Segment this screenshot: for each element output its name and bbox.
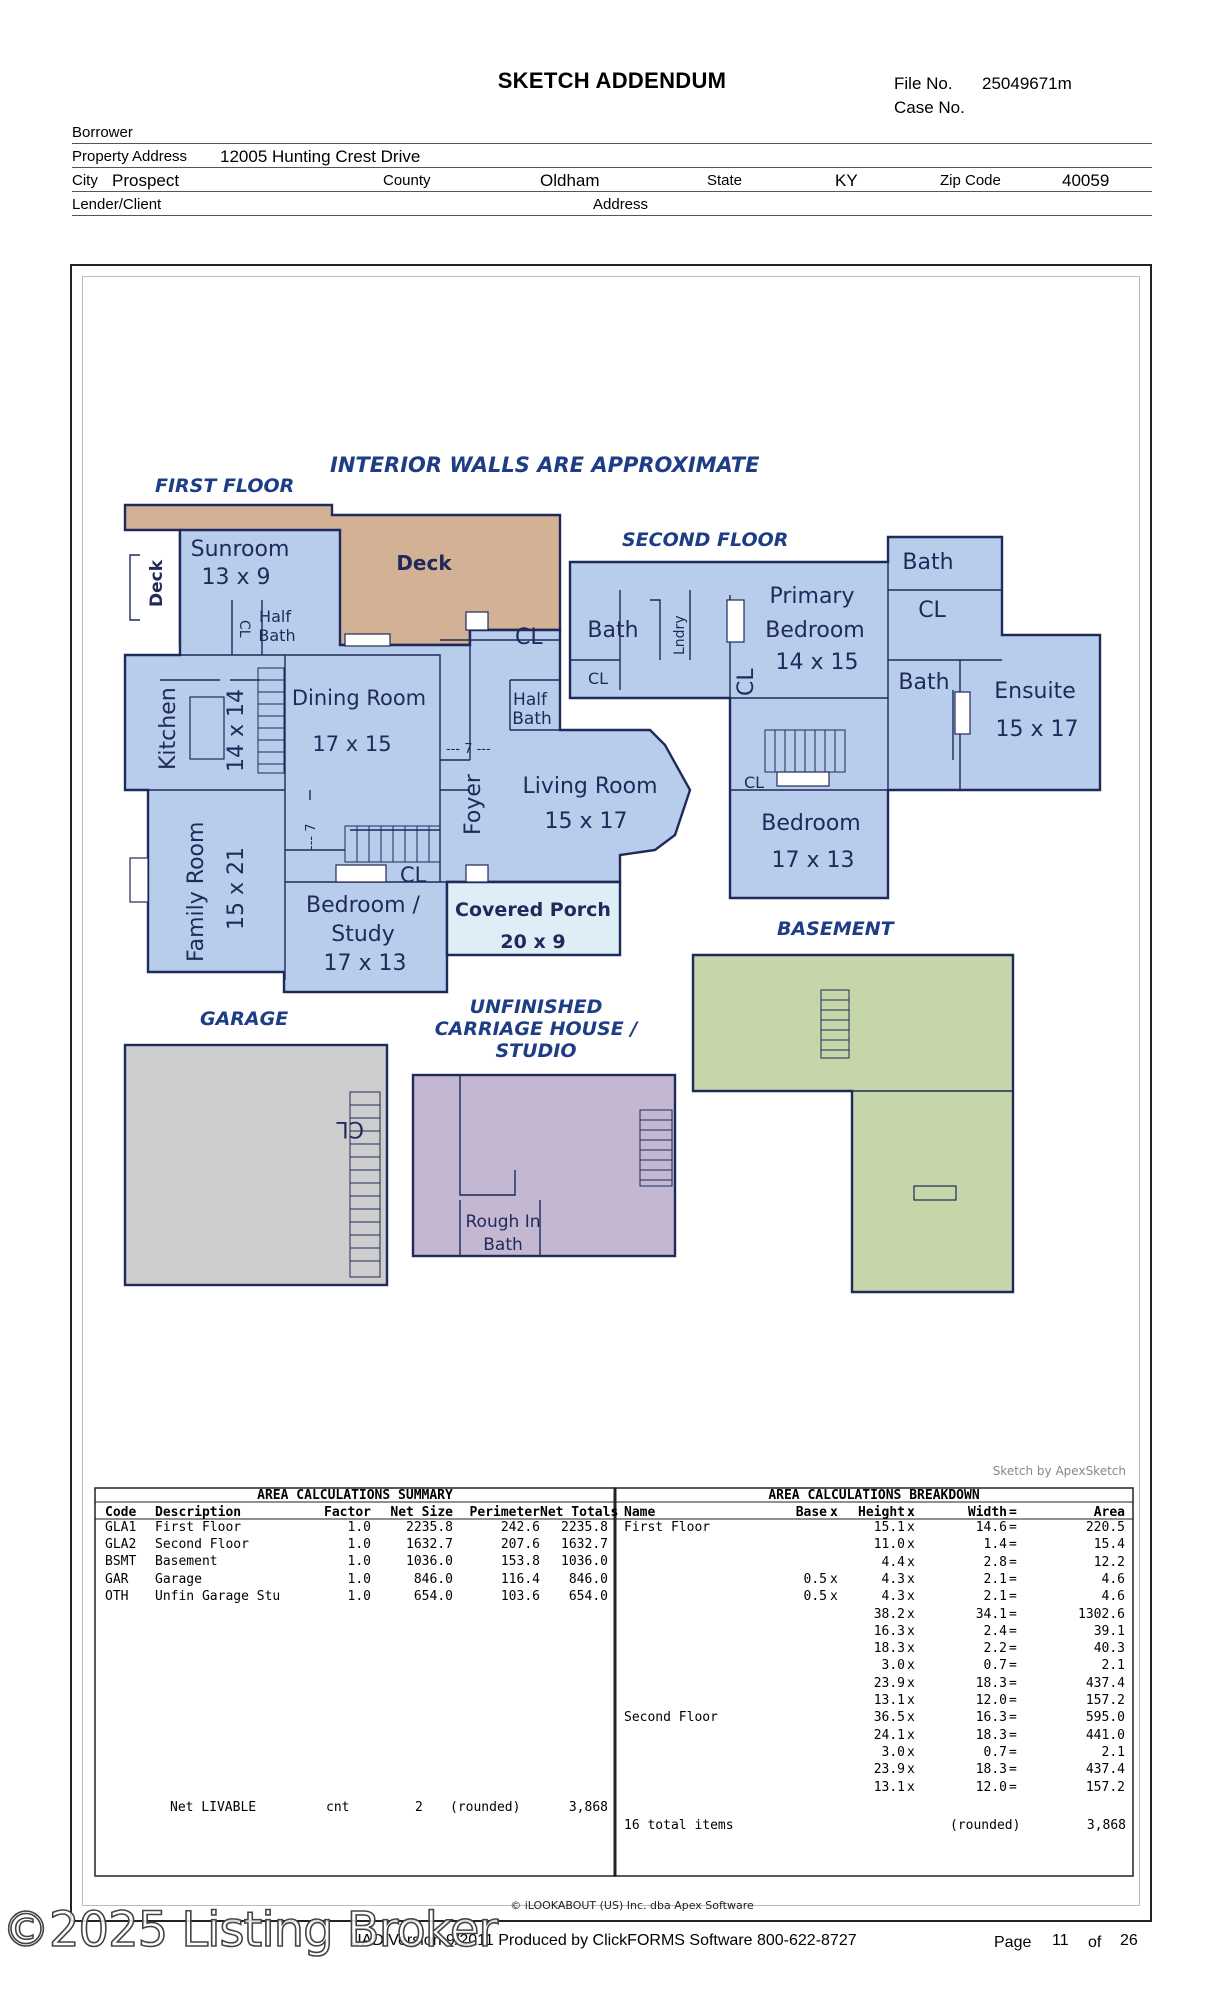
- breakdown-cell: 4.6: [1101, 1571, 1125, 1587]
- primary-label-b: Bedroom: [765, 618, 865, 643]
- primary-label-a: Primary: [769, 584, 855, 609]
- net-livable-cnt: 2: [415, 1800, 423, 1815]
- breakdown-cell: 18.3: [975, 1727, 1007, 1743]
- summary-cell: 116.4: [500, 1571, 540, 1587]
- state-label: State: [707, 172, 743, 189]
- sketch-credit: Sketch by ApexSketch: [992, 1464, 1126, 1478]
- breakdown-cell: =: [1009, 1710, 1017, 1726]
- breakdown-cell: 40.3: [1093, 1641, 1125, 1657]
- summary-cell: GAR: [105, 1571, 129, 1587]
- breakdown-cell: x: [907, 1693, 915, 1708]
- summary-cell: 2235.8: [561, 1520, 608, 1535]
- breakdown-header-cell: Area: [1093, 1505, 1125, 1520]
- summary-cell: 1.0: [347, 1520, 371, 1535]
- breakdown-cell: 3.0: [881, 1658, 905, 1674]
- carriage-title-2: CARRIAGE HOUSE /: [434, 1018, 638, 1040]
- summary-cell: 654.0: [568, 1588, 608, 1604]
- summary-cell: 1632.7: [561, 1537, 608, 1553]
- living-dim: 15 x 17: [544, 809, 628, 834]
- breakdown-cell: 12.0: [975, 1693, 1007, 1708]
- file-no-label: File No.: [894, 74, 953, 93]
- deck-label: Deck: [396, 551, 452, 575]
- breakdown-cell: =: [1009, 1693, 1017, 1708]
- carriage-house-area: [413, 1075, 675, 1256]
- breakdown-cell: 220.5: [1085, 1520, 1125, 1535]
- breakdown-total-label: 16 total items: [624, 1818, 734, 1833]
- ensuite-label: Ensuite: [994, 679, 1076, 704]
- summary-cell: Basement: [155, 1554, 218, 1570]
- breakdown-header-cell: Height: [858, 1505, 905, 1520]
- fireplace-bedroom: [777, 772, 829, 786]
- summary-cell: OTH: [105, 1588, 129, 1604]
- summary-cell: 242.6: [500, 1520, 540, 1535]
- property-address-label: Property Address: [72, 148, 188, 165]
- breakdown-cell: 2.1: [983, 1589, 1007, 1605]
- state-value: KY: [835, 171, 858, 190]
- closet-s2-label: CL: [734, 668, 759, 696]
- breakdown-title: AREA CALCULATIONS BREAKDOWN: [768, 1488, 980, 1503]
- bedroom-label: Bedroom: [761, 811, 861, 836]
- summary-header-cell: Description: [155, 1505, 242, 1520]
- carriage-title-1: UNFINISHED: [469, 996, 603, 1018]
- footer-page-label: Page: [994, 1934, 1032, 1951]
- deck-small-label: Deck: [147, 559, 167, 607]
- breakdown-cell: 0.7: [983, 1744, 1007, 1760]
- closet-s1-label: CL: [588, 669, 609, 688]
- footer-produced: UAD Version 9/2011 Produced by ClickFORMS Software 800-622-8727: [350, 1932, 857, 1949]
- county-value: Oldham: [540, 171, 600, 190]
- footer-of-label: of: [1088, 1934, 1102, 1951]
- summary-cell: 1632.7: [406, 1537, 453, 1553]
- breakdown-cell: x: [907, 1744, 915, 1760]
- breakdown-cell: =: [1009, 1744, 1017, 1760]
- first-floor-title: FIRST FLOOR: [155, 475, 295, 497]
- breakdown-header-cell: Width: [967, 1505, 1007, 1520]
- breakdown-cell: =: [1009, 1623, 1017, 1639]
- breakdown-cell: 12.0: [975, 1779, 1007, 1795]
- summary-cell: BSMT: [105, 1554, 137, 1570]
- breakdown-cell: x: [907, 1589, 915, 1605]
- sunroom-dim: 13 x 9: [201, 565, 271, 590]
- breakdown-cell: x: [907, 1606, 915, 1622]
- breakdown-cell: 36.5: [873, 1710, 905, 1726]
- breakdown-cell: 595.0: [1085, 1710, 1125, 1726]
- breakdown-cell: x: [907, 1554, 915, 1570]
- primary-dim: 14 x 15: [775, 650, 859, 675]
- breakdown-cell: 0.7: [983, 1658, 1007, 1674]
- city-value: Prospect: [112, 171, 180, 190]
- dining-dim: 17 x 15: [312, 732, 392, 756]
- dash-7-horizontal: --- 7 ---: [446, 742, 491, 757]
- breakdown-cell: 3.0: [881, 1744, 905, 1760]
- summary-header-cell: Net Size: [390, 1505, 453, 1520]
- half-bath-1-label-b: Bath: [258, 626, 296, 645]
- breakdown-cell: 157.2: [1085, 1693, 1125, 1708]
- door-deck: [345, 634, 390, 646]
- breakdown-cell: 34.1: [975, 1606, 1007, 1622]
- breakdown-cell: 4.3: [881, 1571, 905, 1587]
- breakdown-cell: =: [1009, 1606, 1017, 1622]
- breakdown-cell: 441.0: [1085, 1727, 1125, 1743]
- breakdown-cell: x: [907, 1537, 915, 1553]
- kitchen-dim: 14 x 14: [224, 689, 249, 772]
- breakdown-cell: 4.4: [881, 1554, 905, 1570]
- half-bath-2-label-a: Half: [513, 690, 547, 710]
- summary-cell: 1.0: [347, 1537, 371, 1553]
- summary-cell: 103.6: [500, 1588, 540, 1604]
- breakdown-cell: 1302.6: [1078, 1606, 1125, 1622]
- breakdown-cell: 157.2: [1085, 1779, 1125, 1795]
- porch-label: Covered Porch: [455, 899, 611, 921]
- breakdown-header-cell: Name: [624, 1505, 656, 1520]
- summary-cell: 846.0: [568, 1571, 608, 1587]
- summary-cell: 207.6: [500, 1537, 540, 1553]
- borrower-label: Borrower: [72, 124, 133, 141]
- city-label: City: [72, 172, 98, 189]
- breakdown-cell: 18.3: [975, 1675, 1007, 1691]
- summary-cell: 1.0: [347, 1571, 371, 1587]
- area-breakdown-table: [615, 1488, 1133, 1797]
- summary-cell: 654.0: [413, 1588, 453, 1604]
- bedroom-dim: 17 x 13: [771, 848, 855, 873]
- porch-dim: 20 x 9: [500, 931, 566, 953]
- summary-cell: Garage: [155, 1571, 202, 1587]
- breakdown-cell: =: [1009, 1675, 1017, 1691]
- breakdown-cell: =: [1009, 1779, 1017, 1795]
- breakdown-cell: x: [907, 1762, 915, 1778]
- closet-2-label: CL: [515, 625, 543, 650]
- closet-s3-label: CL: [918, 598, 946, 623]
- carriage-title-3: STUDIO: [495, 1040, 577, 1062]
- breakdown-cell: 437.4: [1085, 1675, 1125, 1691]
- breakdown-cell: x: [830, 1589, 838, 1605]
- watermark: ©2025 Listing Broker: [2, 1902, 498, 1958]
- rough-in-label-b: Bath: [483, 1235, 523, 1255]
- case-no-label: Case No.: [894, 98, 965, 117]
- breakdown-total: 3,868: [1086, 1818, 1126, 1833]
- breakdown-cell: 0.5: [803, 1589, 827, 1605]
- breakdown-cell: 15.1: [873, 1520, 905, 1535]
- breakdown-cell: 13.1: [873, 1779, 905, 1795]
- breakdown-cell: 16.3: [873, 1623, 905, 1639]
- bedroom-study-label-b: Study: [331, 922, 395, 947]
- breakdown-cell: x: [907, 1623, 915, 1639]
- breakdown-header-cell: =: [1009, 1505, 1017, 1520]
- breakdown-header-cell: Base: [795, 1505, 827, 1520]
- family-label: Family Room: [184, 821, 209, 962]
- net-livable-rounded: (rounded): [450, 1800, 521, 1815]
- half-bath-1-label-a: Half: [259, 607, 291, 626]
- breakdown-cell: x: [907, 1658, 915, 1674]
- breakdown-cell: 2.2: [983, 1641, 1007, 1657]
- breakdown-cell: =: [1009, 1641, 1017, 1657]
- ensuite-dim: 15 x 17: [995, 717, 1079, 742]
- breakdown-cell: x: [907, 1675, 915, 1691]
- footer-page: 11: [1052, 1932, 1069, 1949]
- address-label: Address: [593, 196, 649, 213]
- breakdown-cell: 39.1: [1093, 1623, 1125, 1639]
- breakdown-cell: 23.9: [873, 1675, 905, 1691]
- page-title: SKETCH ADDENDUM: [497, 68, 727, 93]
- breakdown-cell: 4.6: [1101, 1589, 1125, 1605]
- breakdown-cell: 11.0: [873, 1537, 905, 1553]
- breakdown-cell: x: [830, 1571, 838, 1587]
- lender-label: Lender/Client: [72, 196, 162, 213]
- half-bath-2-label-b: Bath: [512, 709, 552, 729]
- basement-hatch: [914, 1186, 956, 1200]
- breakdown-cell: 16.3: [975, 1710, 1007, 1726]
- net-livable-total: 3,868: [568, 1800, 608, 1815]
- breakdown-cell: x: [907, 1520, 915, 1535]
- second-floor-title: SECOND FLOOR: [622, 529, 789, 551]
- breakdown-header-cell: x: [830, 1505, 838, 1520]
- breakdown-cell: 2.4: [983, 1623, 1007, 1639]
- table-copyright: © iLOOKABOUT (US) Inc. dba Apex Software: [510, 1899, 754, 1912]
- property-address-value: 12005 Hunting Crest Drive: [220, 147, 421, 166]
- summary-cell: 2235.8: [406, 1520, 453, 1535]
- breakdown-cell: 2.1: [1101, 1744, 1125, 1760]
- basement-title: BASEMENT: [777, 918, 894, 940]
- summary-header-cell: Net Totals: [540, 1505, 619, 1520]
- kitchen-label: Kitchen: [156, 687, 181, 770]
- foyer-label: Foyer: [461, 774, 486, 835]
- file-no-value: 25049671m: [982, 74, 1072, 93]
- summary-cell: GLA1: [105, 1520, 137, 1535]
- summary-cell: 1036.0: [406, 1554, 453, 1570]
- zip-value: 40059: [1062, 171, 1110, 190]
- breakdown-cell: 38.2: [873, 1606, 905, 1622]
- rough-in-label-a: Rough In: [465, 1212, 541, 1232]
- breakdown-cell: =: [1009, 1762, 1017, 1778]
- family-dim: 15 x 21: [224, 847, 249, 930]
- note-title: INTERIOR WALLS ARE APPROXIMATE: [330, 453, 760, 477]
- zip-label: Zip Code: [940, 172, 1001, 189]
- breakdown-cell: x: [907, 1779, 915, 1795]
- breakdown-cell: 18.3: [975, 1762, 1007, 1778]
- breakdown-cell: =: [1009, 1727, 1017, 1743]
- breakdown-cell: =: [1009, 1554, 1017, 1570]
- breakdown-cell: 13.1: [873, 1693, 905, 1708]
- summary-cell: GLA2: [105, 1537, 137, 1553]
- summary-cell: 153.8: [500, 1554, 540, 1570]
- door-front: [466, 612, 488, 630]
- breakdown-cell: 23.9: [873, 1762, 905, 1778]
- garage-area: [125, 1045, 387, 1285]
- breakdown-cell: x: [907, 1571, 915, 1587]
- door-porch: [466, 865, 488, 882]
- breakdown-cell: =: [1009, 1658, 1017, 1674]
- breakdown-cell: =: [1009, 1537, 1017, 1553]
- closet-3-label: CL: [400, 863, 427, 887]
- breakdown-cell: 437.4: [1085, 1762, 1125, 1778]
- breakdown-cell: 12.2: [1093, 1554, 1125, 1570]
- fireplace-family: [130, 858, 148, 902]
- breakdown-cell: 2.8: [983, 1554, 1007, 1570]
- footer-pages: 26: [1120, 1932, 1138, 1949]
- closet-s4-label: CL: [744, 773, 765, 792]
- bedroom-study-label-a: Bedroom /: [306, 893, 420, 918]
- basement-area: [693, 955, 1013, 1292]
- living-label: Living Room: [522, 774, 658, 799]
- summary-cell: 1.0: [347, 1554, 371, 1570]
- breakdown-cell: =: [1009, 1589, 1017, 1605]
- net-livable-cnt-label: cnt: [326, 1800, 350, 1815]
- breakdown-header-cell: x: [907, 1505, 915, 1520]
- breakdown-cell: x: [907, 1641, 915, 1657]
- bath-3-label: Bath: [898, 670, 950, 695]
- breakdown-cell: First Floor: [624, 1520, 711, 1535]
- bath-2-label: Bath: [902, 550, 954, 575]
- fireplace-ensuite: [955, 692, 970, 734]
- breakdown-cell: 4.3: [881, 1589, 905, 1605]
- summary-cell: 1.0: [347, 1588, 371, 1604]
- sunroom-label: Sunroom: [190, 537, 290, 562]
- breakdown-cell: 18.3: [873, 1641, 905, 1657]
- summary-title: AREA CALCULATIONS SUMMARY: [257, 1488, 453, 1503]
- bath-1-label: Bath: [587, 618, 639, 643]
- summary-header-cell: Code: [105, 1505, 137, 1520]
- fireplace-study: [336, 865, 386, 882]
- dining-label: Dining Room: [291, 686, 427, 710]
- summary-cell: First Floor: [155, 1520, 242, 1535]
- area-summary-table: [95, 1488, 619, 1606]
- breakdown-cell: 0.5: [803, 1571, 827, 1587]
- fireplace-primary: [727, 600, 744, 642]
- garage-closet-label: CL: [336, 1116, 364, 1141]
- bedroom-study-dim: 17 x 13: [323, 951, 407, 976]
- summary-cell: 846.0: [413, 1571, 453, 1587]
- county-label: County: [383, 172, 431, 189]
- closet-1-label: CL: [236, 620, 252, 638]
- summary-cell: Unfin Garage Stu: [155, 1588, 281, 1604]
- summary-header-cell: Factor: [324, 1505, 371, 1520]
- dash-7-vertical: --- 7: [304, 823, 319, 850]
- summary-cell: 1036.0: [561, 1554, 608, 1570]
- breakdown-cell: 2.1: [1101, 1658, 1125, 1674]
- breakdown-cell: =: [1009, 1571, 1017, 1587]
- breakdown-cell: 15.4: [1093, 1537, 1125, 1553]
- net-livable-label: Net LIVABLE: [170, 1800, 257, 1815]
- breakdown-cell: 2.1: [983, 1571, 1007, 1587]
- summary-header-cell: Perimeter: [469, 1505, 540, 1520]
- garage-title: GARAGE: [200, 1008, 289, 1030]
- breakdown-cell: x: [907, 1727, 915, 1743]
- breakdown-cell: 14.6: [975, 1520, 1007, 1535]
- breakdown-cell: x: [907, 1710, 915, 1726]
- laundry-label: Lndry: [672, 615, 688, 655]
- kitchen-island: [190, 697, 224, 759]
- breakdown-cell: Second Floor: [624, 1710, 718, 1726]
- breakdown-cell: 1.4: [983, 1537, 1007, 1553]
- breakdown-cell: =: [1009, 1520, 1017, 1535]
- summary-cell: Second Floor: [155, 1537, 249, 1553]
- breakdown-cell: 24.1: [873, 1727, 905, 1743]
- breakdown-total-rounded: (rounded): [950, 1818, 1021, 1833]
